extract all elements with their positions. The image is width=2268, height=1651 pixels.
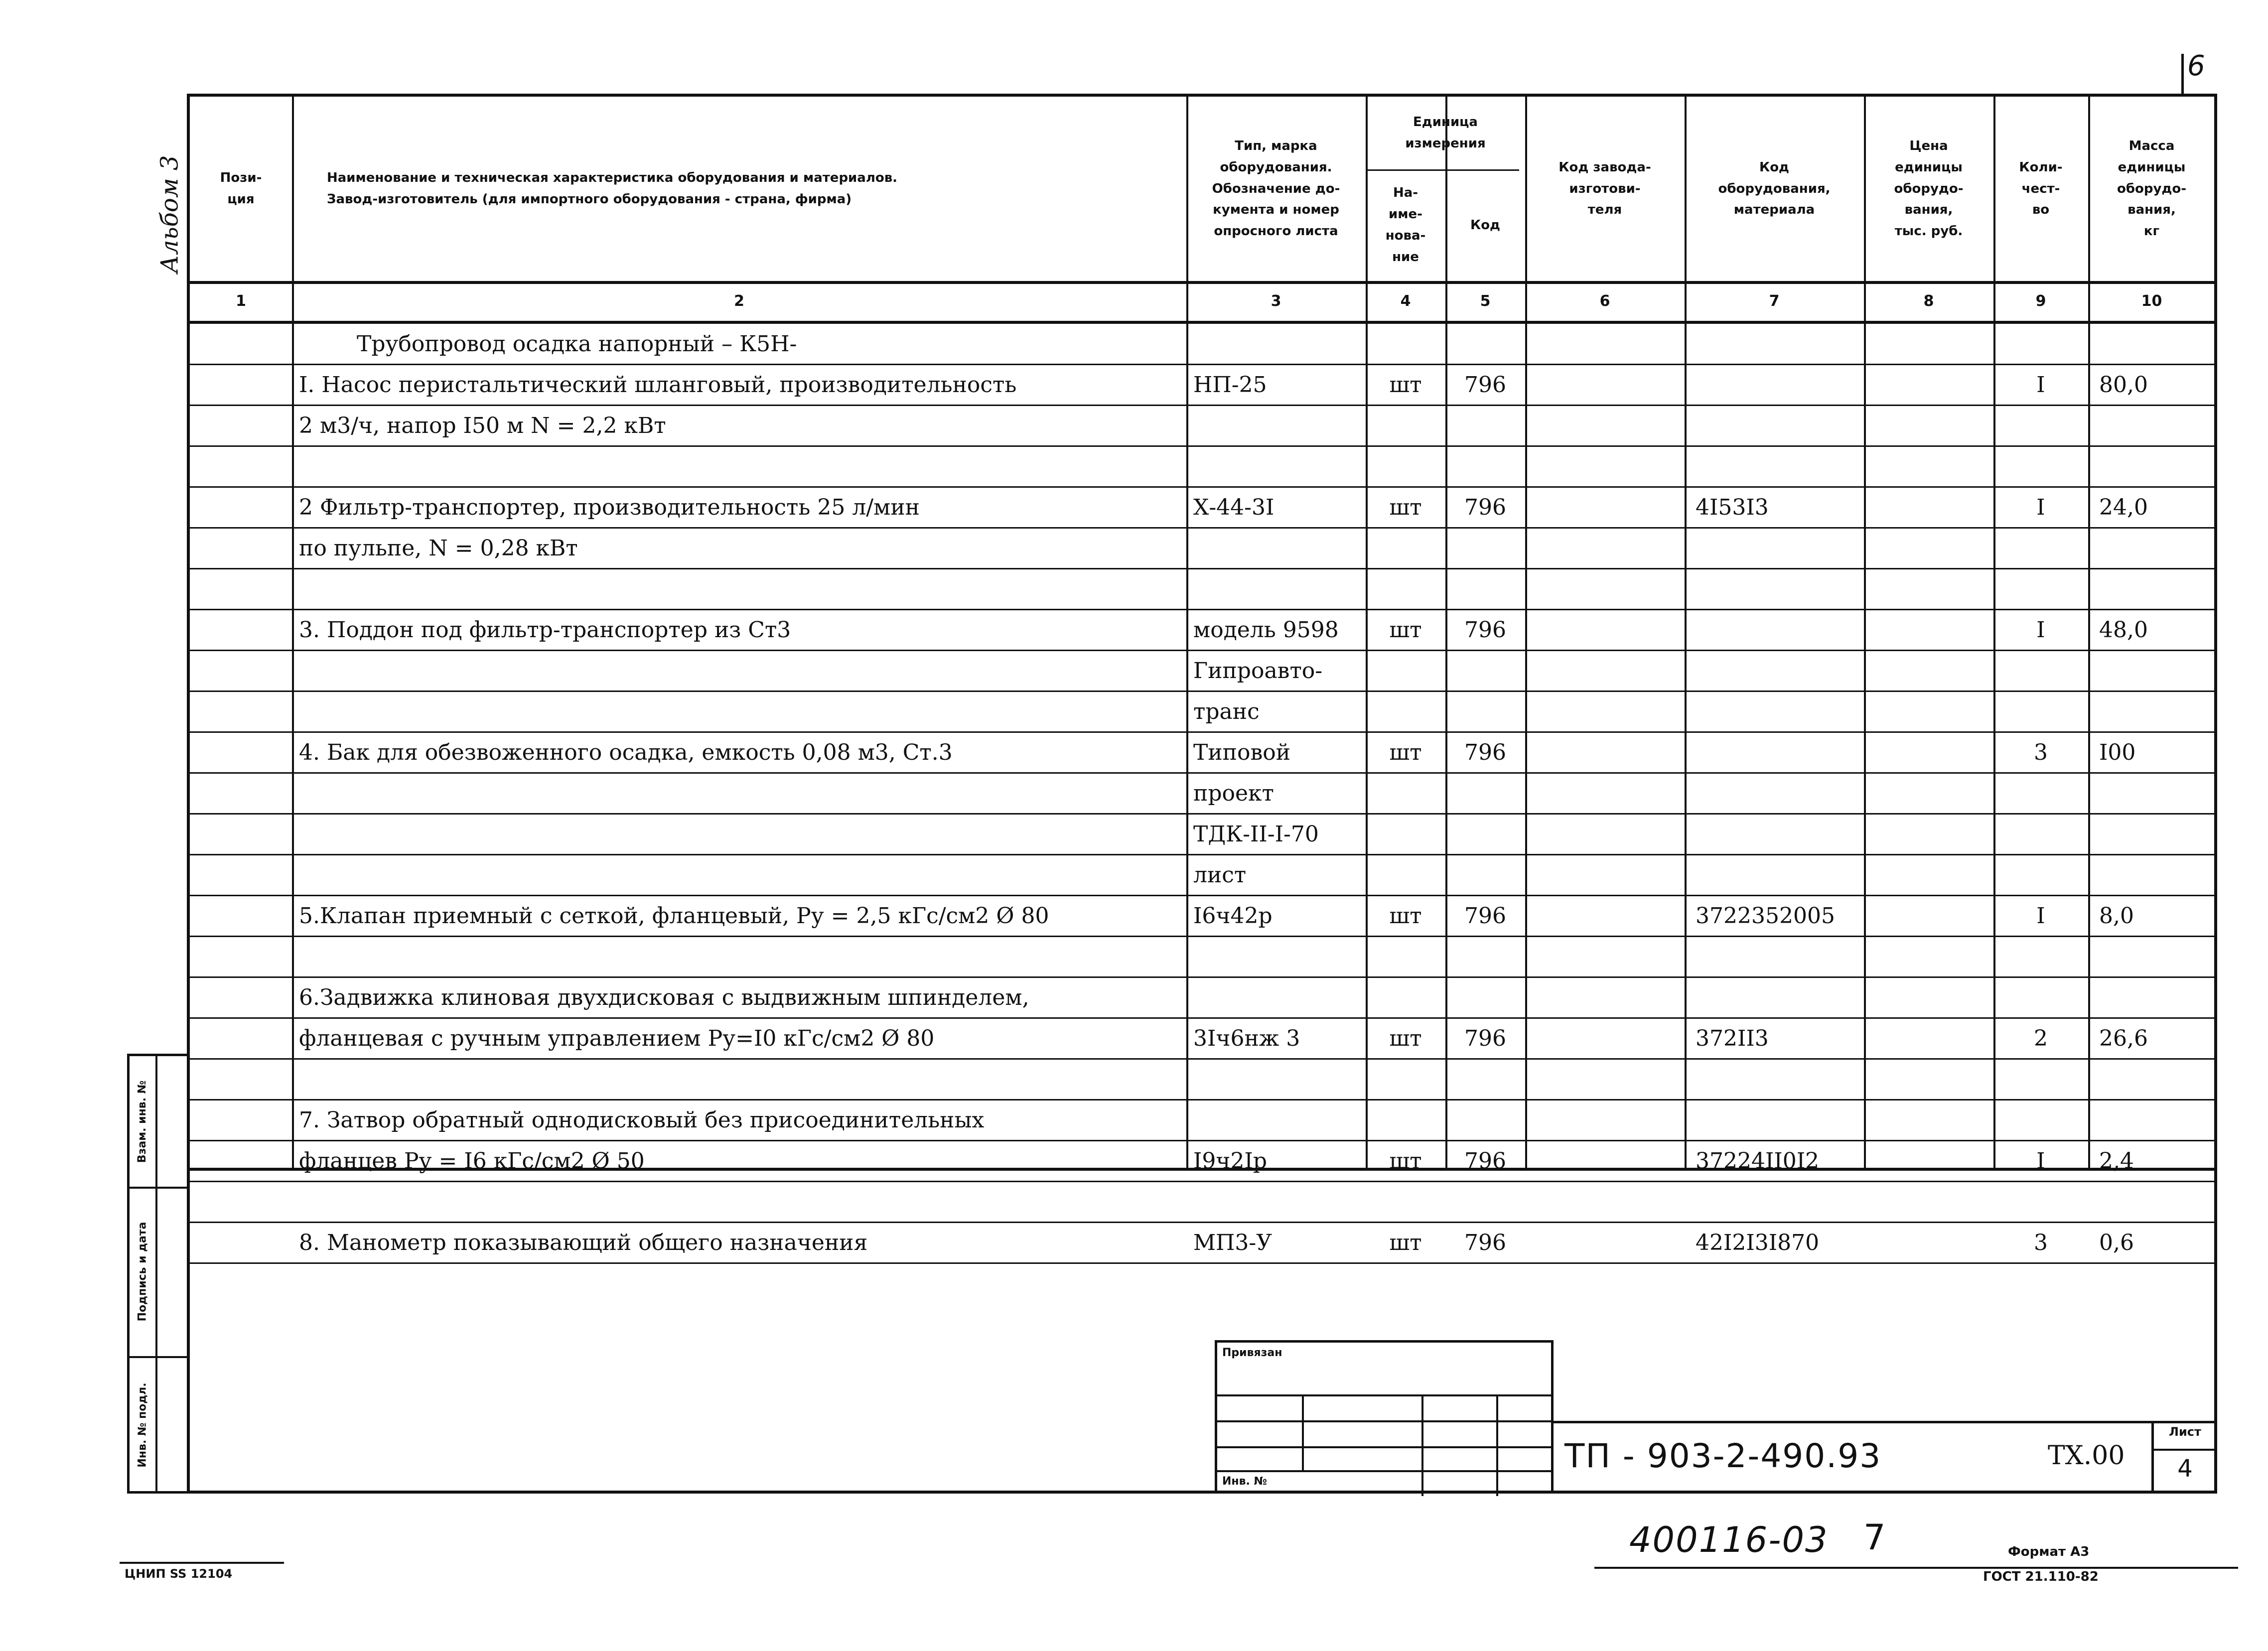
item-mass xyxy=(2088,324,2215,364)
item-type: I6ч42р xyxy=(1193,903,1273,929)
item-unit xyxy=(1366,814,1445,854)
item-name: 2 Фильтр-транспортер, производительность 25 л/мин xyxy=(299,494,920,520)
item-unit-code xyxy=(1445,406,1525,445)
item-name xyxy=(292,569,1186,609)
item-unit-code xyxy=(1445,855,1525,895)
item-type: I9ч2Iр xyxy=(1193,1148,1268,1174)
column-number: 7 xyxy=(1769,292,1780,310)
item-mass xyxy=(2088,406,2215,445)
header-unit-code: Код xyxy=(1470,217,1501,233)
item-unit-code: 796 xyxy=(1464,1230,1506,1255)
item-type xyxy=(1186,569,1366,609)
item-unit-code: 796 xyxy=(1464,739,1506,765)
item-quantity xyxy=(1993,1059,2088,1099)
header-unit-name: На- име- нова- ние xyxy=(1385,185,1426,265)
item-type xyxy=(1186,528,1366,568)
item-quantity: I xyxy=(2036,617,2045,643)
format-label: Формат А3 xyxy=(2008,1544,2090,1559)
item-type xyxy=(1186,937,1366,976)
item-unit-code xyxy=(1445,977,1525,1017)
item-quantity xyxy=(1993,651,2088,690)
item-unit-code: 796 xyxy=(1464,1025,1506,1051)
item-mass: 2,4 xyxy=(2099,1148,2134,1174)
sheet-label: Лист xyxy=(2169,1425,2201,1439)
item-unit-code xyxy=(1445,1059,1525,1099)
item-mass xyxy=(2088,814,2215,854)
item-unit xyxy=(1366,977,1445,1017)
album-label: Альбом 3 xyxy=(155,155,183,274)
item-quantity: 2 xyxy=(2034,1025,2048,1051)
item-type xyxy=(1186,446,1366,486)
item-unit-code xyxy=(1445,773,1525,813)
item-quantity xyxy=(1993,773,2088,813)
item-equipment-code xyxy=(1685,732,1864,772)
item-equipment-code xyxy=(1685,324,1864,364)
item-equipment-code xyxy=(1685,651,1864,690)
document-suffix: ТХ.00 xyxy=(2048,1441,2125,1471)
item-name: по пульпе, N = 0,28 кВт xyxy=(299,535,578,561)
item-name xyxy=(292,1263,1186,1303)
item-unit xyxy=(1366,937,1445,976)
item-type: Типовой xyxy=(1193,739,1291,765)
item-name: I. Насос перистальтический шланговый, производительность xyxy=(299,372,1017,398)
item-mass xyxy=(2088,1059,2215,1099)
item-quantity xyxy=(1993,528,2088,568)
item-unit-code xyxy=(1445,1182,1525,1222)
item-type xyxy=(1186,324,1366,364)
item-name xyxy=(292,651,1186,690)
item-equipment-code: 4I53I3 xyxy=(1696,494,1769,520)
item-type: лист xyxy=(1193,862,1247,888)
item-mass xyxy=(2088,446,2215,486)
item-type xyxy=(1186,977,1366,1017)
item-equipment-code: 37224II0I2 xyxy=(1696,1148,1820,1174)
item-mass: 26,6 xyxy=(2099,1025,2148,1051)
column-number: 10 xyxy=(2141,292,2162,310)
item-quantity xyxy=(1993,691,2088,731)
item-quantity: I xyxy=(2036,1148,2045,1174)
item-equipment-code xyxy=(1685,569,1864,609)
item-unit xyxy=(1366,855,1445,895)
item-unit xyxy=(1366,569,1445,609)
item-unit-code xyxy=(1445,691,1525,731)
archive-sheet: 7 xyxy=(1863,1517,1886,1558)
item-name xyxy=(292,1059,1186,1099)
original-inventory-label: Инв. № подл. xyxy=(136,1382,149,1468)
item-quantity xyxy=(1993,814,2088,854)
item-unit-code xyxy=(1445,324,1525,364)
item-name xyxy=(292,691,1186,731)
item-quantity: I xyxy=(2036,372,2045,398)
item-quantity: 3 xyxy=(2034,1230,2048,1255)
item-type: 3Iч6нж 3 xyxy=(1193,1025,1300,1051)
item-quantity xyxy=(1993,977,2088,1017)
header-name: Наименование и техническая характеристика оборудования и материалов. Завод-изготовитель (для импортного оборудования - страна, фирма) xyxy=(327,170,898,207)
item-quantity: I xyxy=(2036,494,2045,520)
item-unit: шт xyxy=(1389,1230,1422,1255)
column-number: 6 xyxy=(1599,292,1610,310)
item-unit: шт xyxy=(1389,372,1422,398)
item-equipment-code xyxy=(1685,365,1864,405)
header-quantity: Коли- чест- во xyxy=(2019,159,2063,218)
item-mass xyxy=(2088,1263,2215,1303)
item-unit: шт xyxy=(1389,494,1422,520)
item-equipment-code xyxy=(1685,406,1864,445)
item-equipment-code: 42I2I3I870 xyxy=(1696,1230,1820,1255)
item-unit-code xyxy=(1445,1263,1525,1303)
item-mass xyxy=(2088,528,2215,568)
item-mass xyxy=(2088,855,2215,895)
printer-label: ЦНИП SS 12104 xyxy=(125,1567,233,1581)
item-name: 8. Манометр показывающий общего назначения xyxy=(299,1230,868,1255)
item-equipment-code xyxy=(1685,1059,1864,1099)
standard-label: ГОСТ 21.110-82 xyxy=(1983,1569,2099,1584)
item-unit-code xyxy=(1445,569,1525,609)
header-type: Тип, марка оборудования. Обозначение до- кумента и номер опросного листа xyxy=(1212,138,1340,239)
item-unit xyxy=(1366,691,1445,731)
item-mass: 80,0 xyxy=(2099,372,2148,398)
item-unit xyxy=(1366,1182,1445,1222)
title-block-rule xyxy=(1554,1421,2217,1423)
item-equipment-code xyxy=(1685,814,1864,854)
item-unit: шт xyxy=(1389,1148,1422,1174)
item-name: 2 м3/ч, напор I50 м N = 2,2 кВт xyxy=(299,413,666,438)
item-mass xyxy=(2088,1182,2215,1222)
replaced-inventory-label: Взам. инв. № xyxy=(136,1080,149,1163)
item-unit xyxy=(1366,446,1445,486)
item-unit-code xyxy=(1445,814,1525,854)
item-type xyxy=(1186,1182,1366,1222)
item-type xyxy=(1186,1100,1366,1140)
item-type xyxy=(1186,406,1366,445)
document-code: ТП - 903-2-490.93 xyxy=(1564,1436,1882,1475)
item-mass: 24,0 xyxy=(2099,494,2148,520)
item-quantity xyxy=(1993,569,2088,609)
item-name: фланцевая с ручным управлением Ру=I0 кГс/см2 Ø 80 xyxy=(299,1025,935,1051)
signature-date-label: Подпись и дата xyxy=(136,1222,149,1321)
item-equipment-code xyxy=(1685,937,1864,976)
item-type xyxy=(1186,1059,1366,1099)
item-equipment-code xyxy=(1685,610,1864,650)
item-unit-code: 796 xyxy=(1464,1148,1506,1174)
archive-code: 400116-03 xyxy=(1629,1519,1829,1560)
item-quantity: I xyxy=(2036,903,2045,929)
item-unit: шт xyxy=(1389,903,1422,929)
item-unit-code xyxy=(1445,528,1525,568)
item-equipment-code xyxy=(1685,773,1864,813)
item-equipment-code: 3722352005 xyxy=(1696,903,1835,929)
item-unit xyxy=(1366,1263,1445,1303)
item-unit: шт xyxy=(1389,1025,1422,1051)
item-unit-code xyxy=(1445,446,1525,486)
column-number: 8 xyxy=(1923,292,1934,310)
column-number: 3 xyxy=(1271,292,1281,310)
item-name xyxy=(292,446,1186,486)
item-name: 6.Задвижка клиновая двухдисковая с выдвижным шпинделем, xyxy=(299,984,1029,1010)
item-quantity xyxy=(1993,1100,2088,1140)
item-name: 3. Поддон под фильтр-транспортер из Ст3 xyxy=(299,617,791,643)
item-mass xyxy=(2088,569,2215,609)
header-equipment-code: Код оборудования, материала xyxy=(1718,159,1831,218)
item-equipment-code xyxy=(1685,528,1864,568)
item-name xyxy=(292,773,1186,813)
item-equipment-code xyxy=(1685,446,1864,486)
page-number: 6 xyxy=(2187,50,2205,82)
item-equipment-code xyxy=(1685,691,1864,731)
item-type: модель 9598 xyxy=(1193,617,1339,643)
footer-rule xyxy=(1594,1567,2238,1569)
item-quantity xyxy=(1993,1263,2088,1303)
item-unit-code xyxy=(1445,1100,1525,1140)
item-name xyxy=(292,937,1186,976)
item-unit-code xyxy=(1445,651,1525,690)
column-number: 9 xyxy=(2035,292,2046,310)
item-unit xyxy=(1366,406,1445,445)
item-mass xyxy=(2088,773,2215,813)
item-quantity xyxy=(1993,937,2088,976)
item-quantity xyxy=(1993,406,2088,445)
item-quantity: 3 xyxy=(2034,739,2048,765)
item-unit-code: 796 xyxy=(1464,494,1506,520)
item-type xyxy=(1186,1263,1366,1303)
item-quantity xyxy=(1993,446,2088,486)
sheet-number: 4 xyxy=(2177,1455,2193,1483)
item-type: транс xyxy=(1193,698,1260,724)
page-number-rule xyxy=(2181,54,2184,94)
item-unit xyxy=(1366,324,1445,364)
header-mass: Масса единицы оборудо- вания, кг xyxy=(2117,138,2187,239)
item-type: НП-25 xyxy=(1193,372,1267,398)
column-number: 2 xyxy=(734,292,744,310)
item-quantity xyxy=(1993,855,2088,895)
item-equipment-code xyxy=(1685,977,1864,1017)
item-mass xyxy=(2088,691,2215,731)
item-type: Гипроавто- xyxy=(1193,658,1323,684)
item-mass xyxy=(2088,977,2215,1017)
item-unit-code xyxy=(1445,937,1525,976)
item-equipment-code xyxy=(1685,1263,1864,1303)
item-name xyxy=(292,855,1186,895)
item-type: ТДК-II-I-70 xyxy=(1193,821,1319,847)
item-mass: 8,0 xyxy=(2099,903,2134,929)
item-equipment-code xyxy=(1685,1100,1864,1140)
item-equipment-code xyxy=(1685,855,1864,895)
item-unit xyxy=(1366,1059,1445,1099)
item-name: 7. Затвор обратный однодисковый без присоединительных xyxy=(299,1107,985,1133)
item-mass xyxy=(2088,651,2215,690)
printer-rule xyxy=(120,1562,284,1564)
item-mass: 0,6 xyxy=(2099,1230,2134,1255)
item-name: Трубопровод осадка напорный – К5Н- xyxy=(357,331,797,357)
item-unit-code: 796 xyxy=(1464,617,1506,643)
item-mass xyxy=(2088,937,2215,976)
item-name: фланцев Ру = I6 кГс/см2 Ø 50 xyxy=(299,1148,645,1174)
item-unit: шт xyxy=(1389,739,1422,765)
item-unit-code: 796 xyxy=(1464,903,1506,929)
item-mass: 48,0 xyxy=(2099,617,2148,643)
item-unit-code: 796 xyxy=(1464,372,1506,398)
header-plant-code: Код завода- изготови- теля xyxy=(1559,159,1651,218)
column-number: 4 xyxy=(1400,292,1411,310)
attachment-stamp: Привязан Инв. № xyxy=(1215,1340,1554,1494)
item-quantity xyxy=(1993,324,2088,364)
item-type: проект xyxy=(1193,780,1274,806)
item-type: Х-44-3I xyxy=(1193,494,1275,520)
item-unit: шт xyxy=(1389,617,1422,643)
item-name: 4. Бак для обезвоженного осадка, емкость 0,08 м3, Ст.3 xyxy=(299,739,953,765)
header-position: Пози- ция xyxy=(220,170,262,207)
margin-signature-block xyxy=(127,1054,187,1494)
header-price: Цена единицы оборудо- вания, тыс. руб. xyxy=(1894,138,1964,239)
item-unit xyxy=(1366,773,1445,813)
item-name: 5.Клапан приемный с сеткой, фланцевый, Ру = 2,5 кГс/см2 Ø 80 xyxy=(299,903,1049,929)
item-equipment-code xyxy=(1685,1182,1864,1222)
specification-table xyxy=(187,94,2217,1494)
item-unit xyxy=(1366,528,1445,568)
column-number: 1 xyxy=(236,292,246,310)
item-unit xyxy=(1366,651,1445,690)
item-mass: I00 xyxy=(2099,739,2136,765)
item-name xyxy=(292,814,1186,854)
item-mass xyxy=(2088,1100,2215,1140)
item-quantity xyxy=(1993,1182,2088,1222)
item-equipment-code: 372II3 xyxy=(1696,1025,1769,1051)
column-number: 5 xyxy=(1480,292,1491,310)
item-name xyxy=(292,1182,1186,1222)
header-unit-group: Единица измерения xyxy=(1405,115,1486,151)
sheet-box xyxy=(2151,1421,2216,1494)
item-unit xyxy=(1366,1100,1445,1140)
item-type: МП3-У xyxy=(1193,1230,1273,1255)
